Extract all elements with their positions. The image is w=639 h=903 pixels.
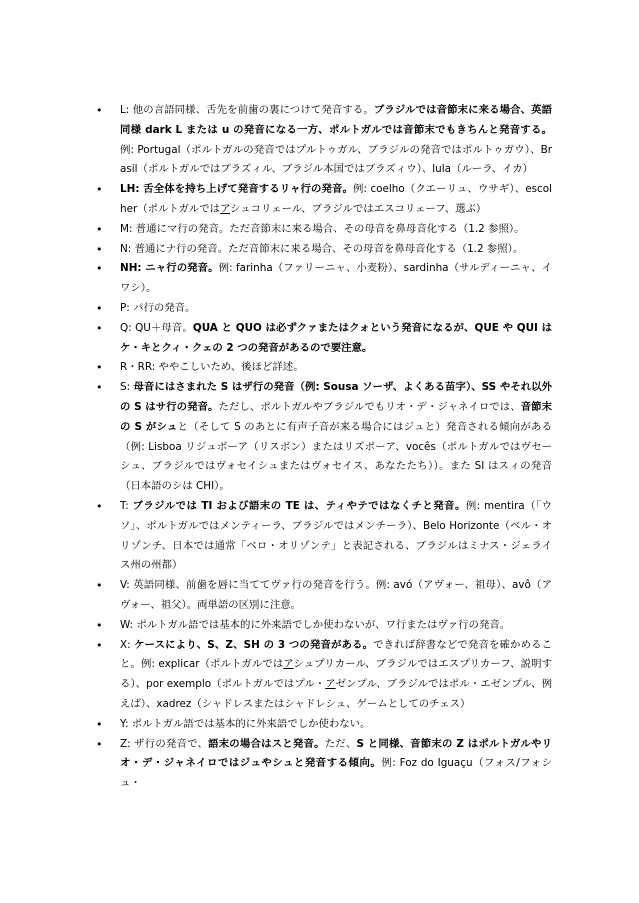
item-text: S: [120, 381, 134, 394]
item-text: L: 他の言語同様、舌先を前歯の裏につけて発音する。 [120, 104, 374, 116]
list-item [96, 319, 552, 359]
item-bold-text: 語末の場合はスと発音。 [208, 737, 325, 750]
item-text: ただ、 [324, 737, 357, 750]
item-text: 例: coelho（クエーリュ、ウサギ）、escolher（ポルトガルでは [120, 183, 552, 215]
bullet-list [96, 101, 552, 794]
item-bold-text: QUA と QUO は必ずクァまたはクォという発音になるが、QUE や QUI はケ・キとクィ・クェの 2 つの発音があるので要注意。 [120, 321, 552, 354]
item-bold-text: ブラジルでは音節末に来る場合、英語同様 dark L または u の発音になる一方、ポルトガルでは音節末でもきちんと発音する。 [120, 104, 552, 136]
item-bold-text: LH: 舌全体を持ち上げて発音するリャ行の発音。 [120, 183, 354, 196]
list-item [96, 259, 552, 299]
item-text: シュコリェール、ブラジルではエスコリェーフ、選ぶ） [230, 202, 487, 215]
list-item [96, 616, 552, 636]
item-text: 例: Foz do Iguaçu（フォス/フォシュ・ [120, 757, 552, 790]
item-text: Z: ザ行の発音で、 [120, 737, 209, 750]
list-item [96, 220, 552, 240]
item-text: Q: QU＋母音。 [120, 321, 193, 334]
item-bold-text: NH: ニャ行の発音。 [120, 262, 219, 275]
item-bold-text: ブラジルでは TI および語末の TE は、ティやテではなくチと発音。 [132, 499, 466, 512]
item-text: V: 英語同様、前歯を唇に当ててヴァ行の発音を行う。例: avó（アヴォー、祖母）、avô（アヴォー、祖父）。両単語の区別に注意。 [120, 579, 552, 611]
item-text: N: 普通にナ行の発音。ただ音節末に来る場合、その母音を鼻母音化する（1.2 参照）。 [120, 242, 524, 255]
item-text: 例: Portugal（ポルトガルの発音ではプルトゥガル、ブラジルの発音ではポルトゥガウ）、Brasil（ポルトガルではブラズィル、ブラジル本国ではブラズィウ）、lula（ルーラ、イカ） [120, 143, 552, 176]
item-text: W: ポルトガル語では基本的に外来語でしか使わないが、ワ行またはヴァ行の発音。 [120, 618, 511, 631]
item-underlined-text: ア [283, 658, 294, 671]
item-bold-text: S と同様、音節末の Z はポルトガルやリオ・デ・ジャネイロではジュやシュと発音する傾向。 [120, 737, 553, 770]
list-item [96, 735, 552, 794]
item-text: P: パ行の発音。 [120, 301, 196, 314]
item-text: 例: farinha（ファリーニャ、小麦粉）、sardinha（サルディーニャ、イワシ）。 [120, 262, 552, 295]
item-text: 例: mentira（「ウソ」、ポルトガルではメンティーラ、ブラジルではメンチーラ）、Belo Horizonte（ベル・オリゾンチ、日本では通常「ベロ・オリゾンテ」と表記される、ブラジルはミナス・ジェライス州の州都） [120, 499, 552, 572]
item-text: できれば辞書などで発音を確かめること。例: explicar（ポルトガルでは [120, 638, 553, 671]
list-item [96, 240, 552, 260]
list-item [96, 576, 552, 616]
list-item [96, 180, 552, 220]
item-text: ただし、ポルトガルやブラジルでもリオ・デ・ジャネイロでは、 [218, 400, 521, 413]
item-text: シュプリカール、ブラジルではエスプリカーフ、説明する）、por exemplo（ポルトガルではプル・ [120, 658, 552, 691]
item-bold-text: 音節末の S がシュ [120, 400, 553, 433]
item-text: ゼンプル、ブラジルではポル・エゼンプル、例えば）、xadrez（シャドレスまたはシャドレシュ、ゲームとしてのチェス） [120, 678, 552, 710]
list-item [96, 715, 552, 735]
item-text: Y: ポルトガル語では基本的に外来語でしか使わない。 [120, 717, 371, 730]
item-text: X: [120, 638, 135, 651]
item-text: R・RR: ややこしいため、後ほど詳述。 [120, 361, 304, 374]
item-underlined-text: ア [325, 678, 336, 691]
list-item [96, 358, 552, 378]
item-underlined-text: ア [220, 202, 231, 215]
list-item [96, 299, 552, 319]
list-item [96, 378, 552, 497]
list-item [96, 497, 552, 576]
list-item [96, 636, 552, 715]
item-text: と（そして S のあとに有声子音が来る場合にはジュと）発音される傾向がある（例: Lisboa リジュボーア（リスボン）またはリズボーア、vocês（ポルトガルではヴセーシュ、ブラジルではヴォセイシュまたはヴォセイス、あなたたち））。また SI はスィの発音（日本語のシは CHI）。 [120, 420, 552, 493]
item-bold-text: ケースにより、S、Z、SH の 3 つの発音がある。 [134, 638, 374, 651]
item-bold-text: 母音にはさまれた S はザ行の発音（例: Sousa ソーザ、よくある苗字）、SS やそれ以外の S はサ行の発音。 [120, 381, 552, 413]
item-text: T: [120, 499, 133, 512]
item-text: M: 普通にマ行の発音。ただ音節末に来る場合、その母音を鼻母音化する（1.2 参照）。 [120, 222, 525, 235]
list-item [96, 101, 552, 180]
